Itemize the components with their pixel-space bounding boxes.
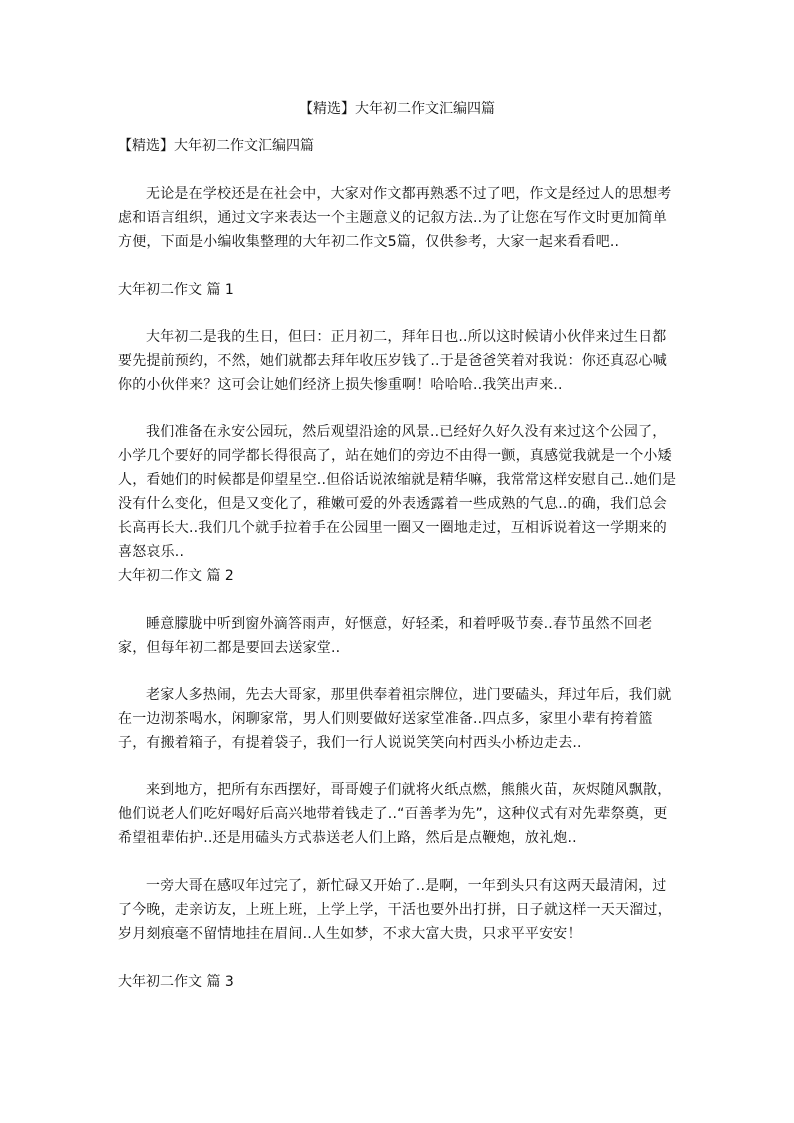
section-2-paragraph-3: 来到地方，把所有东西摆好，哥哥嫂子们就将火纸点燃，熊熊火苗，灰烬随风飘散，他们说老人们吃好喝好后高兴地带着钱走了..“百善孝为先”，这种仪式有对先辈祭奠，更希望祖辈佑护..还是用磕头方式恭送老人们上路，然后是点鞭炮，放礼炮.. [118, 782, 672, 846]
section-1-paragraph-1: 大年初二是我的生日，但曰：正月初二，拜年日也..所以这时候请小伙伴来过生日都要先提前预约，不然，她们就都去拜年收压岁钱了..于是爸爸笑着对我说：你还真忍心喊你的小伙伴来？这可会让她们经济上损失惨重啊！哈哈哈..我笑出声来.. [118, 329, 667, 393]
section-2-paragraph-4: 一旁大哥在感叹年过完了，新忙碌又开始了..是啊，一年到头只有这两天最清闲，过了今晚，走亲访友，上班上班，上学上学，干活也要外出打拼，日子就这样一天天溜过，岁月刻痕毫不留情地挂在眉间..人生如梦，不求大富大贵，只求平平安安！ [118, 878, 672, 942]
section-heading-2: 大年初二作文 篇 2 [118, 568, 234, 584]
section-1-paragraph-2: 我们准备在永安公园玩，然后观望沿途的风景..已经好久好久没有来过这个公园了，小学几个要好的同学都长得很高了，站在她们的旁边不由得一颤，真感觉我就是一个小矮人，看她们的时候都是仰望星空..但俗话说浓缩就是精华嘛，我常常这样安慰自己..她们是没有什么变化，但是又变化了，稚嫩可爱的外表透露着一些成熟的气息..的确，我们总会长高再长大..我们几个就手拉着手在公园里一圈又一圈地走过，互相诉说着这一学期来的喜怒哀乐.. [118, 424, 677, 560]
document-subtitle: 【精选】大年初二作文汇编四篇 [118, 138, 314, 154]
section-heading-1: 大年初二作文 篇 1 [118, 282, 234, 298]
section-heading-3: 大年初二作文 篇 3 [118, 974, 234, 990]
section-2-paragraph-1: 睡意朦胧中听到窗外滴答雨声，好惬意，好轻柔，和着呼吸节奏..春节虽然不回老家，但每年初二都是要回去送家堂.. [118, 616, 653, 656]
intro-paragraph: 无论是在学校还是在社会中，大家对作文都再熟悉不过了吧，作文是经过人的思想考虑和语言组织，通过文字来表达一个主题意义的记叙方法..为了让您在写作文时更加简单方便，下面是小编收集整理的大年初二作文5篇，仅供参考，大家一起来看看吧.. [118, 186, 672, 250]
document-title: 【精选】大年初二作文汇编四篇 [299, 101, 495, 117]
section-2-paragraph-2: 老家人多热闹，先去大哥家，那里供奉着祖宗牌位，进门要磕头，拜过年后，我们就在一边沏茶喝水，闲聊家常，男人们则要做好送家堂准备..四点多，家里小辈有挎着篮子，有搬着箱子，有提着袋子，我们一行人说说笑笑向村西头小桥边走去.. [118, 687, 672, 751]
